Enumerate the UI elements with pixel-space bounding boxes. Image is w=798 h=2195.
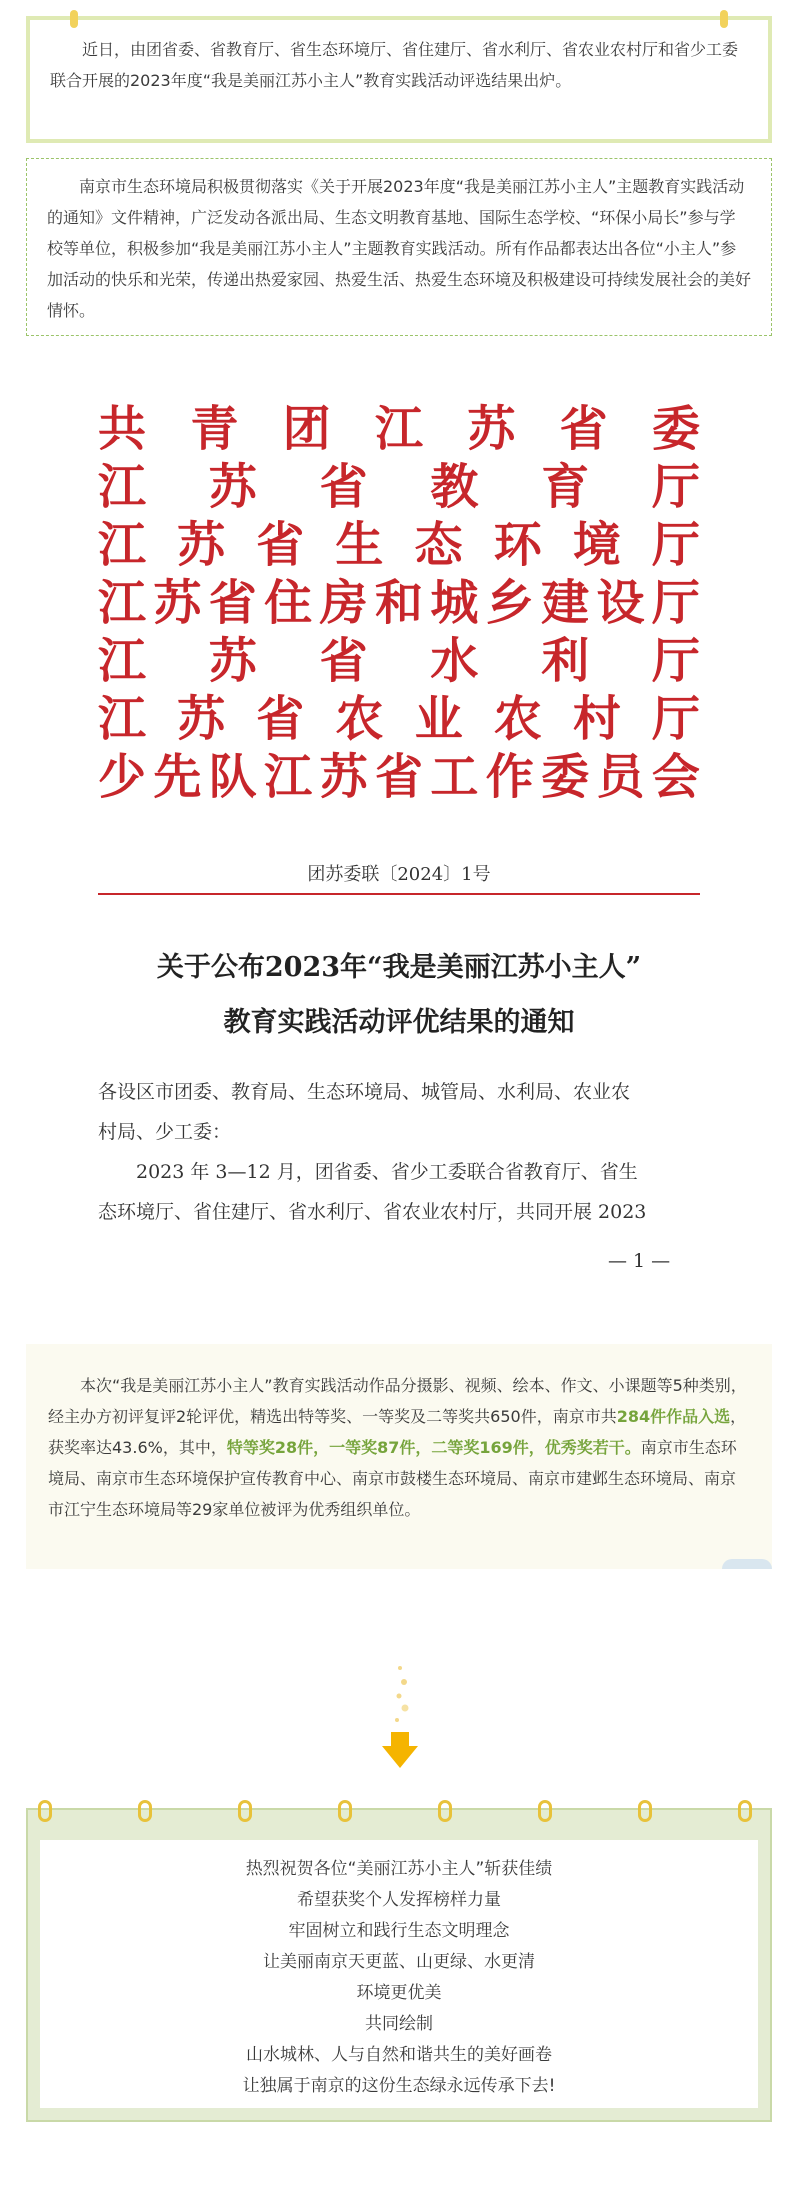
red-divider: [98, 893, 700, 895]
issuer-char: 境: [572, 517, 621, 573]
binder-ring-icon: [338, 1800, 352, 1822]
issuer-line: [98, 748, 700, 806]
issuer-char: 委: [651, 401, 700, 457]
issuer-char: 江: [98, 575, 147, 631]
binder-ring-icon: [738, 1800, 752, 1822]
results-part: 南京市生态环境局、南京市生态环境保护宣传教育中心、南京市鼓楼生态环境局、南京市建邺生态环境局、南京市江宁生态环境局等29家单位被评为优秀组织单位。: [48, 1438, 737, 1519]
issuer-char: 省: [559, 401, 608, 457]
issuer-char: 作: [485, 749, 534, 805]
issuer-char: 利: [541, 633, 590, 689]
issuer-char: 苏: [208, 633, 257, 689]
issuer-char: 厅: [651, 575, 700, 631]
closing-message: [40, 1840, 758, 2108]
binder-ring-icon: [638, 1800, 652, 1822]
issuer-char: 先: [153, 749, 202, 805]
issuer-char: 省: [374, 749, 423, 805]
issuer-char: 江: [264, 749, 313, 805]
issuer-char: 少: [98, 749, 147, 805]
issuer-line: [98, 574, 700, 632]
closing-line: 热烈祝贺各位“美丽江苏小主人”斩获佳绩: [245, 1859, 553, 1879]
closing-line: 让美丽南京天更蓝、山更绿、水更清: [263, 1952, 535, 1972]
issuer-char: 厅: [651, 459, 700, 515]
issuer-char: 和: [374, 575, 423, 631]
binder-ring-icon: [138, 1800, 152, 1822]
issuer-char: 工: [430, 749, 479, 805]
intro-text: 近日，由团省委、省教育厅、省生态环境厅、省住建厅、省水利厅、省农业农村厅和省少工委联合开展的2023年度“我是美丽江苏小主人”教育实践活动评选结果出炉。: [50, 40, 739, 90]
background-text: 南京市生态环境局积极贯彻落实《关于开展2023年度“我是美丽江苏小主人”主题教育实践活动的通知》文件精神，广泛发动各派出局、生态文明教育基地、国际生态学校、“环保小局长”参与学校等单位，积极参加“我是美丽江苏小主人”主题教育实践活动。所有作品都表达出各位“小主人”参加活动的快乐和光荣，传递出热爱家园、热爱生活、热爱生态环境及积极建设可持续发展社会的美好情怀。: [47, 177, 752, 320]
results-part: ，获奖率达43.6%，其中，: [48, 1407, 747, 1457]
issuer-char: 环: [493, 517, 542, 573]
background-box: [26, 158, 772, 336]
issuer-char: 农: [335, 691, 384, 747]
issuer-char: 省: [256, 517, 305, 573]
issuer-char: 厅: [651, 633, 700, 689]
issuer-char: 乡: [485, 575, 534, 631]
issuer-char: 设: [596, 575, 645, 631]
issuer-char: 员: [596, 749, 645, 805]
closing-line: 共同绘制: [365, 2014, 433, 2034]
issuer-line: [98, 400, 700, 458]
closing-line: 环境更优美: [356, 1983, 442, 2003]
issuer-char: 省: [256, 691, 305, 747]
document-body-line: 各设区市团委、教育局、生态环境局、城管局、水利局、农业农: [98, 1081, 631, 1103]
issuer-char: 水: [430, 633, 479, 689]
cloud-icon: [722, 1559, 772, 1569]
closing-line: 让独属于南京的这份生态绿永远传承下去!: [242, 2076, 556, 2096]
issuer-char: 省: [319, 459, 368, 515]
closing-line: 希望获奖个人发挥榜样力量: [297, 1890, 501, 1910]
issuer-line: [98, 690, 700, 748]
issuer-char: 苏: [467, 401, 516, 457]
issuer-char: 住: [264, 575, 313, 631]
issuer-char: 态: [414, 517, 463, 573]
document-title-line1: 关于公布2023年“我是美丽江苏小主人”: [156, 952, 642, 983]
results-box: [26, 1344, 772, 1569]
issuer-char: 共: [98, 401, 147, 457]
issuer-char: 生: [335, 517, 384, 573]
issuer-char: 会: [651, 749, 700, 805]
issuer-char: 江: [98, 633, 147, 689]
issuer-char: 青: [190, 401, 239, 457]
issuer-char: 苏: [177, 691, 226, 747]
issuer-char: 苏: [177, 517, 226, 573]
document-body-line: 态环境厅、省住建厅、省水利厅、省农业农村厅，共同开展 2023: [98, 1201, 647, 1223]
issuer-line: [98, 632, 700, 690]
page-number: — 1 —: [608, 1250, 671, 1272]
issuer-char: 农: [493, 691, 542, 747]
pin-icon: [720, 10, 728, 28]
document-issuers: [98, 400, 700, 806]
pin-icon: [70, 10, 78, 28]
issuer-line: [98, 516, 700, 574]
issuer-char: 苏: [208, 459, 257, 515]
issuer-char: 江: [98, 691, 147, 747]
results-highlight: 特等奖28件，一等奖87件，二等奖169件，优秀奖若干。: [226, 1438, 641, 1457]
issuer-char: 江: [98, 517, 147, 573]
issuer-char: 江: [374, 401, 423, 457]
issuer-char: 教: [430, 459, 479, 515]
down-arrow-icon: [380, 1660, 420, 1780]
issuer-char: 育: [541, 459, 590, 515]
issuer-char: 苏: [153, 575, 202, 631]
document-title-line2: 教育实践活动评优结果的通知: [223, 1007, 575, 1038]
intro-box: [26, 16, 772, 143]
issuer-line: [98, 458, 700, 516]
issuer-char: 厅: [651, 517, 700, 573]
closing-line: 牢固树立和践行生态文明理念: [288, 1921, 510, 1941]
issuer-char: 省: [208, 575, 257, 631]
issuer-char: 村: [572, 691, 621, 747]
issuer-char: 省: [319, 633, 368, 689]
issuer-char: 厅: [651, 691, 700, 747]
results-highlight: 284件作品入选: [616, 1407, 731, 1426]
issuer-char: 苏: [319, 749, 368, 805]
issuer-char: 建: [541, 575, 590, 631]
issuer-char: 团: [282, 401, 331, 457]
results-text: [48, 1370, 750, 1525]
binder-ring-icon: [538, 1800, 552, 1822]
issuer-char: 城: [430, 575, 479, 631]
binder-ring-icon: [238, 1800, 252, 1822]
binder-ring-icon: [38, 1800, 52, 1822]
issuer-char: 房: [319, 575, 368, 631]
results-part: 本次“我是美丽江苏小主人”教育实践活动作品分摄影、视频、绘本、作文、小课题等5种类别，经主办方初评复评2轮评优，精选出特等奖、一等奖及二等奖共650件，南京市共: [48, 1376, 747, 1426]
issuer-char: 队: [208, 749, 257, 805]
official-document: [98, 400, 700, 1272]
binder-ring-icon: [438, 1800, 452, 1822]
document-body-line: 村局、少工委：: [98, 1121, 232, 1143]
closing-line: 山水城林、人与自然和谐共生的美好画卷: [246, 2045, 552, 2065]
document-body-line: 2023 年 3—12 月，团省委、省少工委联合省教育厅、省生: [136, 1161, 638, 1183]
issuer-char: 业: [414, 691, 463, 747]
document-number: 团苏委联〔2024〕1号: [307, 864, 491, 885]
issuer-char: 江: [98, 459, 147, 515]
closing-box: [26, 1808, 772, 2122]
issuer-char: 委: [541, 749, 590, 805]
